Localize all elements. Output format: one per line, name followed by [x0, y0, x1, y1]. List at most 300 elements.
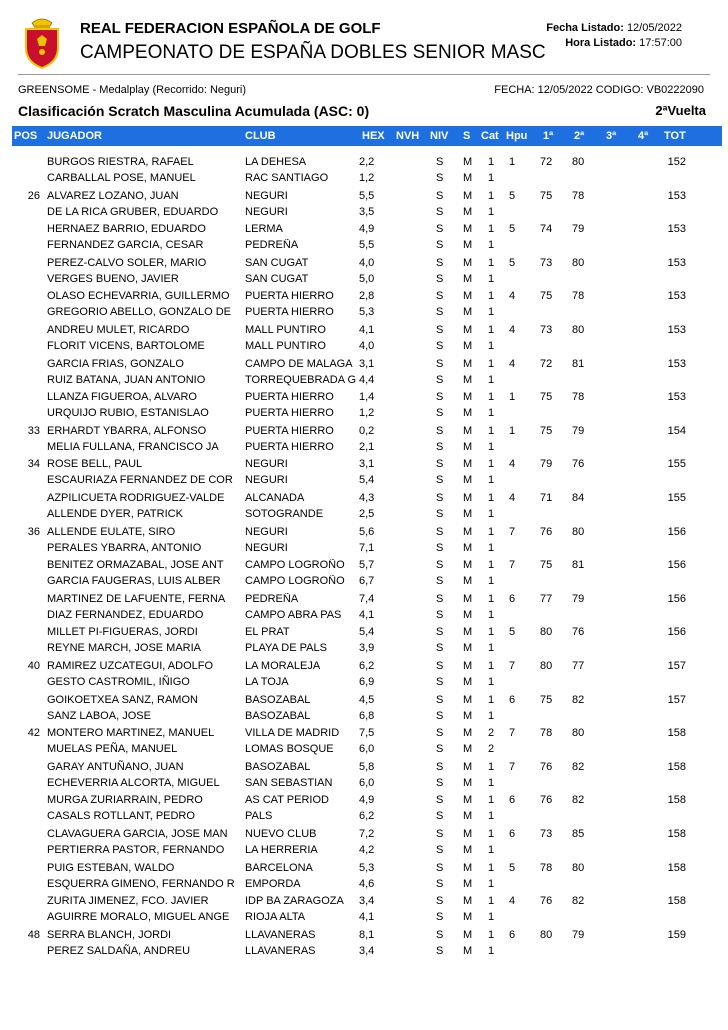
round-1-score: 75: [540, 290, 553, 303]
table-row: [12, 593, 722, 626]
round-2-score: 82: [572, 794, 585, 807]
table-row: [12, 694, 722, 727]
player-2-niv: S: [436, 743, 444, 756]
player-2-club: PEDREÑA: [245, 239, 299, 252]
player-2-sex: M: [463, 709, 473, 722]
player-1-category: 1: [488, 928, 495, 941]
list-date-value: 12/05/2022: [626, 22, 682, 34]
table-row: [12, 223, 722, 256]
player-1-niv: S: [436, 727, 444, 740]
team-handicap: 6: [509, 928, 516, 941]
player-2-sex: M: [463, 239, 473, 252]
player-2-name: FERNANDEZ GARCIA, CESAR: [47, 239, 204, 252]
table-row: [12, 626, 722, 659]
player-2-handicap: 6,0: [359, 776, 375, 789]
player-1-niv: S: [436, 592, 444, 605]
player-2-club: PLAYA DE PALS: [245, 642, 327, 655]
team-handicap: 4: [509, 290, 516, 303]
player-1-sex: M: [463, 256, 473, 269]
player-2-handicap: 3,5: [359, 205, 375, 218]
position: 48: [27, 928, 40, 941]
classification-title: Clasificación Scratch Masculina Acumulada (ASC: 0): [18, 103, 370, 119]
player-1-handicap: 5,4: [359, 626, 375, 639]
player-2-sex: M: [463, 205, 473, 218]
player-1-name: BENITEZ ORMAZABAL, JOSE ANT: [47, 559, 224, 572]
player-2-name: SANZ LABOA, JOSE: [47, 709, 151, 722]
player-2-name: RUIZ BATANA, JUAN ANTONIO: [47, 373, 206, 386]
player-2-category: 1: [488, 810, 495, 823]
player-2-handicap: 1,2: [359, 172, 375, 184]
player-1-club: BASOZABAL: [245, 760, 311, 773]
player-1-club: CAMPO LOGROÑO: [245, 559, 345, 572]
player-1-sex: M: [463, 559, 473, 572]
player-2-club: LLAVANERAS: [245, 944, 316, 957]
player-2-handicap: 4,1: [359, 911, 375, 924]
player-2-sex: M: [463, 541, 473, 554]
player-2-category: 1: [488, 944, 495, 957]
player-1-sex: M: [463, 458, 473, 471]
player-2-sex: M: [463, 944, 473, 957]
player-1-category: 1: [488, 794, 495, 807]
player-1-handicap: 4,9: [359, 223, 375, 236]
player-2-niv: S: [436, 676, 444, 688]
player-1-club: LLAVANERAS: [245, 928, 316, 941]
team-handicap: 1: [509, 156, 516, 168]
player-1-niv: S: [436, 559, 444, 572]
player-2-category: 1: [488, 172, 495, 184]
player-1-sex: M: [463, 391, 473, 404]
player-1-name: LLANZA FIGUEROA, ALVARO: [47, 391, 197, 404]
player-2-niv: S: [436, 541, 444, 554]
player-2-name: AGUIRRE MORALO, MIGUEL ANGE: [47, 911, 230, 924]
player-2-club: SAN SEBASTIAN: [245, 776, 333, 789]
player-2-category: 1: [488, 272, 495, 285]
player-1-handicap: 4,9: [359, 794, 375, 807]
player-1-handicap: 6,2: [359, 660, 375, 672]
player-2-handicap: 5,4: [359, 474, 375, 487]
player-1-sex: M: [463, 895, 473, 908]
position: 33: [27, 424, 40, 437]
round-1-score: 75: [540, 424, 553, 437]
round-2-score: 82: [572, 693, 585, 706]
player-2-name: PERALES YBARRA, ANTONIO: [47, 541, 202, 554]
player-1-sex: M: [463, 592, 473, 605]
total-score: 153: [667, 290, 686, 303]
round-label: 2ªVuelta: [655, 103, 706, 118]
player-2-category: 1: [488, 642, 495, 655]
player-2-handicap: 2,1: [359, 440, 375, 453]
player-2-category: 1: [488, 239, 495, 252]
total-score: 155: [667, 458, 686, 471]
player-1-niv: S: [436, 928, 444, 941]
player-1-handicap: 5,3: [359, 861, 375, 874]
player-2-name: MUELAS PEÑA, MANUEL: [47, 743, 178, 756]
player-1-category: 1: [488, 895, 495, 908]
round-2-score: 80: [572, 156, 585, 168]
date-code-info: FECHA: 12/05/2022 CODIGO: VB0222090: [494, 84, 704, 96]
round-2-score: 80: [572, 324, 585, 336]
player-2-niv: S: [436, 642, 444, 655]
player-2-handicap: 6,9: [359, 676, 375, 688]
player-1-niv: S: [436, 391, 444, 404]
player-1-sex: M: [463, 290, 473, 303]
player-1-name: SERRA BLANCH, JORDI: [47, 928, 172, 941]
round-1-score: 76: [540, 794, 553, 807]
position: 36: [27, 525, 40, 538]
total-score: 152: [667, 156, 686, 168]
total-score: 156: [667, 626, 686, 639]
player-1-category: 1: [488, 223, 495, 236]
player-1-category: 1: [488, 189, 495, 202]
total-score: 157: [667, 693, 686, 706]
player-1-niv: S: [436, 290, 444, 303]
player-2-category: 1: [488, 508, 495, 520]
player-2-name: CARBALLAL POSE, MANUEL: [47, 172, 196, 184]
team-handicap: 5: [509, 256, 516, 269]
player-1-niv: S: [436, 693, 444, 706]
player-2-niv: S: [436, 407, 444, 420]
table-row: [12, 727, 722, 760]
player-1-name: ERHARDT YBARRA, ALFONSO: [47, 424, 207, 437]
player-1-category: 1: [488, 693, 495, 706]
player-2-category: 1: [488, 440, 495, 453]
player-1-niv: S: [436, 660, 444, 672]
player-1-category: 1: [488, 391, 495, 404]
player-1-handicap: 5,6: [359, 525, 375, 538]
player-1-niv: S: [436, 861, 444, 874]
total-score: 157: [667, 660, 686, 672]
player-1-handicap: 3,1: [359, 357, 375, 370]
player-1-niv: S: [436, 256, 444, 269]
player-1-handicap: 4,3: [359, 492, 375, 504]
round-1-score: 75: [540, 693, 553, 706]
player-2-club: CAMPO ABRA PAS: [245, 608, 342, 621]
player-1-club: BASOZABAL: [245, 693, 311, 706]
player-1-sex: M: [463, 223, 473, 236]
player-1-sex: M: [463, 928, 473, 941]
round-2-score: 77: [572, 660, 585, 672]
player-2-handicap: 2,5: [359, 508, 375, 520]
player-1-club: NEGURI: [245, 525, 288, 538]
col-round2: 2ª: [574, 130, 585, 142]
player-1-club: SAN CUGAT: [245, 256, 309, 269]
table-row: [12, 895, 722, 928]
player-1-club: NEGURI: [245, 189, 288, 202]
player-2-niv: S: [436, 608, 444, 621]
round-1-score: 75: [540, 189, 553, 202]
table-row: [12, 324, 722, 357]
col-total: TOT: [664, 130, 686, 142]
player-1-name: HERNAEZ BARRIO, EDUARDO: [47, 223, 206, 236]
player-2-niv: S: [436, 340, 444, 352]
championship-title: CAMPEONATO DE ESPAÑA DOBLES SENIOR MASC: [80, 42, 546, 63]
player-2-club: PUERTA HIERRO: [245, 407, 334, 420]
player-1-sex: M: [463, 727, 473, 740]
player-1-handicap: 5,5: [359, 189, 375, 202]
col-round1: 1ª: [543, 130, 554, 142]
player-2-handicap: 5,5: [359, 239, 375, 252]
round-2-score: 79: [572, 592, 585, 605]
player-1-category: 1: [488, 357, 495, 370]
team-handicap: 1: [509, 391, 516, 404]
player-2-handicap: 6,7: [359, 575, 375, 588]
player-1-niv: S: [436, 760, 444, 773]
player-2-handicap: 5,0: [359, 272, 375, 285]
round-1-score: 73: [540, 324, 553, 336]
player-2-category: 1: [488, 709, 495, 722]
player-1-niv: S: [436, 828, 444, 840]
player-2-handicap: 7,1: [359, 541, 375, 554]
player-2-sex: M: [463, 474, 473, 487]
player-2-sex: M: [463, 642, 473, 655]
player-2-sex: M: [463, 306, 473, 319]
header-divider: [18, 74, 710, 75]
player-1-category: 1: [488, 828, 495, 840]
player-1-handicap: 4,1: [359, 324, 375, 336]
player-2-name: FLORIT VICENS, BARTOLOME: [47, 340, 205, 352]
round-1-score: 73: [540, 256, 553, 269]
player-2-handicap: 3,9: [359, 642, 375, 655]
player-1-name: GARAY ANTUÑANO, JUAN: [47, 760, 184, 773]
table-row: [12, 492, 722, 525]
player-2-category: 1: [488, 340, 495, 352]
round-2-score: 80: [572, 727, 585, 740]
table-row: [12, 358, 722, 391]
player-1-club: AS CAT PERIOD: [245, 794, 329, 807]
col-nvh: NVH: [396, 130, 420, 142]
table-row: [12, 257, 722, 290]
player-2-niv: S: [436, 306, 444, 319]
col-cat: Cat: [481, 130, 499, 142]
player-2-sex: M: [463, 508, 473, 520]
list-time: [565, 37, 682, 49]
col-pos: POS: [14, 130, 38, 142]
round-1-score: 78: [540, 727, 553, 740]
player-2-category: 1: [488, 205, 495, 218]
player-2-niv: S: [436, 440, 444, 453]
player-2-name: ESCAURIAZA FERNANDEZ DE COR: [47, 474, 233, 487]
table-row: [12, 425, 722, 458]
player-2-handicap: 6,0: [359, 743, 375, 756]
player-1-niv: S: [436, 895, 444, 908]
rfeg-crest-icon: [18, 14, 66, 70]
player-2-sex: M: [463, 373, 473, 386]
player-1-niv: S: [436, 189, 444, 202]
player-2-handicap: 4,4: [359, 373, 375, 386]
round-2-score: 78: [572, 391, 585, 404]
round-2-score: 84: [572, 492, 585, 504]
team-handicap: 6: [509, 693, 516, 706]
player-2-category: 1: [488, 306, 495, 319]
player-1-club: EL PRAT: [245, 626, 290, 639]
org-title: REAL FEDERACION ESPAÑOLA DE GOLF: [80, 20, 381, 37]
team-handicap: 6: [509, 828, 516, 840]
round-2-score: 79: [572, 424, 585, 437]
player-2-handicap: 4,1: [359, 608, 375, 621]
player-1-sex: M: [463, 189, 473, 202]
player-1-club: NEGURI: [245, 458, 288, 471]
round-2-score: 80: [572, 525, 585, 538]
team-handicap: 7: [509, 559, 516, 572]
player-1-name: MARTINEZ DE LAFUENTE, FERNA: [47, 592, 226, 605]
player-1-name: OLASO ECHEVARRIA, GUILLERMO: [47, 290, 230, 303]
team-handicap: 4: [509, 458, 516, 471]
player-2-sex: M: [463, 172, 473, 184]
list-date: [546, 22, 682, 34]
player-2-club: LA HERRERIA: [245, 844, 318, 856]
total-score: 159: [667, 928, 686, 941]
total-score: 156: [667, 592, 686, 605]
player-1-sex: M: [463, 828, 473, 840]
total-score: 158: [667, 828, 686, 840]
player-1-club: NUEVO CLUB: [245, 828, 317, 840]
total-score: 158: [667, 727, 686, 740]
player-1-name: BURGOS RIESTRA, RAFAEL: [47, 156, 194, 168]
player-1-category: 1: [488, 861, 495, 874]
team-handicap: 7: [509, 525, 516, 538]
player-1-handicap: 2,8: [359, 290, 375, 303]
player-2-sex: M: [463, 676, 473, 688]
player-1-handicap: 3,4: [359, 895, 375, 908]
total-score: 153: [667, 324, 686, 336]
player-1-name: AZPILICUETA RODRIGUEZ-VALDE: [47, 492, 225, 504]
player-2-sex: M: [463, 340, 473, 352]
player-1-name: ANDREU MULET, RICARDO: [47, 324, 190, 336]
round-1-score: 77: [540, 592, 553, 605]
round-2-score: 85: [572, 828, 585, 840]
player-1-category: 1: [488, 290, 495, 303]
total-score: 155: [667, 492, 686, 504]
player-1-handicap: 5,7: [359, 559, 375, 572]
col-club: CLUB: [245, 130, 276, 142]
player-2-name: REYNE MARCH, JOSE MARIA: [47, 642, 202, 655]
player-1-handicap: 3,1: [359, 458, 375, 471]
player-2-category: 1: [488, 608, 495, 621]
team-handicap: 6: [509, 794, 516, 807]
player-1-club: LA MORALEJA: [245, 660, 321, 672]
player-1-handicap: 4,5: [359, 693, 375, 706]
round-2-score: 82: [572, 760, 585, 773]
player-2-sex: M: [463, 810, 473, 823]
player-2-club: RAC SANTIAGO: [245, 172, 329, 184]
round-2-score: 81: [572, 559, 585, 572]
player-1-sex: M: [463, 794, 473, 807]
player-2-niv: S: [436, 172, 444, 184]
player-2-niv: S: [436, 944, 444, 957]
table-row: [12, 761, 722, 794]
team-handicap: 5: [509, 861, 516, 874]
player-1-niv: S: [436, 626, 444, 639]
player-2-niv: S: [436, 239, 444, 252]
player-1-name: PUIG ESTEBAN, WALDO: [47, 861, 175, 874]
player-2-sex: M: [463, 911, 473, 924]
position: 26: [27, 189, 40, 202]
round-2-score: 76: [572, 458, 585, 471]
player-2-club: CAMPO LOGROÑO: [245, 575, 345, 588]
player-2-club: MALL PUNTIRO: [245, 340, 326, 352]
player-2-handicap: 4,0: [359, 340, 375, 352]
player-2-category: 1: [488, 575, 495, 588]
player-1-name: MONTERO MARTINEZ, MANUEL: [47, 727, 215, 740]
round-2-score: 78: [572, 290, 585, 303]
player-1-name: ALLENDE EULATE, SIRO: [47, 525, 176, 538]
player-1-category: 1: [488, 525, 495, 538]
player-1-name: CLAVAGUERA GARCIA, JOSE MAN: [47, 828, 228, 840]
player-2-name: GESTO CASTROMIL, IÑIGO: [47, 676, 190, 688]
player-2-name: URQUIJO RUBIO, ESTANISLAO: [47, 407, 209, 420]
player-1-sex: M: [463, 861, 473, 874]
player-1-club: PUERTA HIERRO: [245, 391, 334, 404]
player-1-category: 1: [488, 559, 495, 572]
round-1-score: 75: [540, 391, 553, 404]
col-round3: 3ª: [606, 130, 617, 142]
round-2-score: 78: [572, 189, 585, 202]
player-2-club: NEGURI: [245, 474, 288, 487]
player-1-sex: M: [463, 626, 473, 639]
player-2-niv: S: [436, 776, 444, 789]
format-info: GREENSOME - Medalplay (Recorrido: Neguri): [18, 84, 247, 96]
total-score: 153: [667, 256, 686, 269]
player-1-niv: S: [436, 794, 444, 807]
player-2-club: EMPORDA: [245, 877, 301, 890]
team-handicap: 4: [509, 324, 516, 336]
player-1-name: ALVAREZ LOZANO, JUAN: [47, 189, 179, 202]
player-1-sex: M: [463, 693, 473, 706]
player-2-name: ALLENDE DYER, PATRICK: [47, 508, 183, 520]
player-2-club: PUERTA HIERRO: [245, 306, 334, 319]
player-2-category: 2: [488, 743, 495, 756]
player-1-category: 2: [488, 727, 495, 740]
player-1-niv: S: [436, 424, 444, 437]
player-1-name: RAMIREZ UZCATEGUI, ADOLFO: [47, 660, 214, 672]
total-score: 156: [667, 525, 686, 538]
position: 42: [27, 727, 40, 740]
player-1-handicap: 7,5: [359, 727, 375, 740]
player-1-club: VILLA DE MADRID: [245, 727, 340, 740]
player-1-handicap: 8,1: [359, 928, 375, 941]
player-2-category: 1: [488, 776, 495, 789]
player-1-sex: M: [463, 525, 473, 538]
total-score: 158: [667, 794, 686, 807]
player-1-category: 1: [488, 626, 495, 639]
round-1-score: 79: [540, 458, 553, 471]
player-2-category: 1: [488, 373, 495, 386]
col-hex: HEX: [362, 130, 385, 142]
player-1-club: LERMA: [245, 223, 283, 236]
round-2-score: 79: [572, 928, 585, 941]
player-1-niv: S: [436, 458, 444, 471]
player-1-sex: M: [463, 760, 473, 773]
position: 40: [27, 660, 40, 672]
player-2-niv: S: [436, 508, 444, 520]
player-2-name: CASALS ROTLLANT, PEDRO: [47, 810, 195, 823]
player-1-niv: S: [436, 357, 444, 370]
player-1-club: PEDREÑA: [245, 592, 299, 605]
table-row: [12, 660, 722, 693]
player-2-category: 1: [488, 541, 495, 554]
table-row: [12, 190, 722, 223]
player-2-sex: M: [463, 407, 473, 420]
table-row: [12, 458, 722, 491]
round-2-score: 80: [572, 256, 585, 269]
player-2-category: 1: [488, 877, 495, 890]
player-2-niv: S: [436, 474, 444, 487]
team-handicap: 4: [509, 895, 516, 908]
round-2-score: 76: [572, 626, 585, 639]
table-row: [12, 828, 722, 861]
table-row: [12, 929, 722, 962]
team-handicap: 4: [509, 492, 516, 504]
